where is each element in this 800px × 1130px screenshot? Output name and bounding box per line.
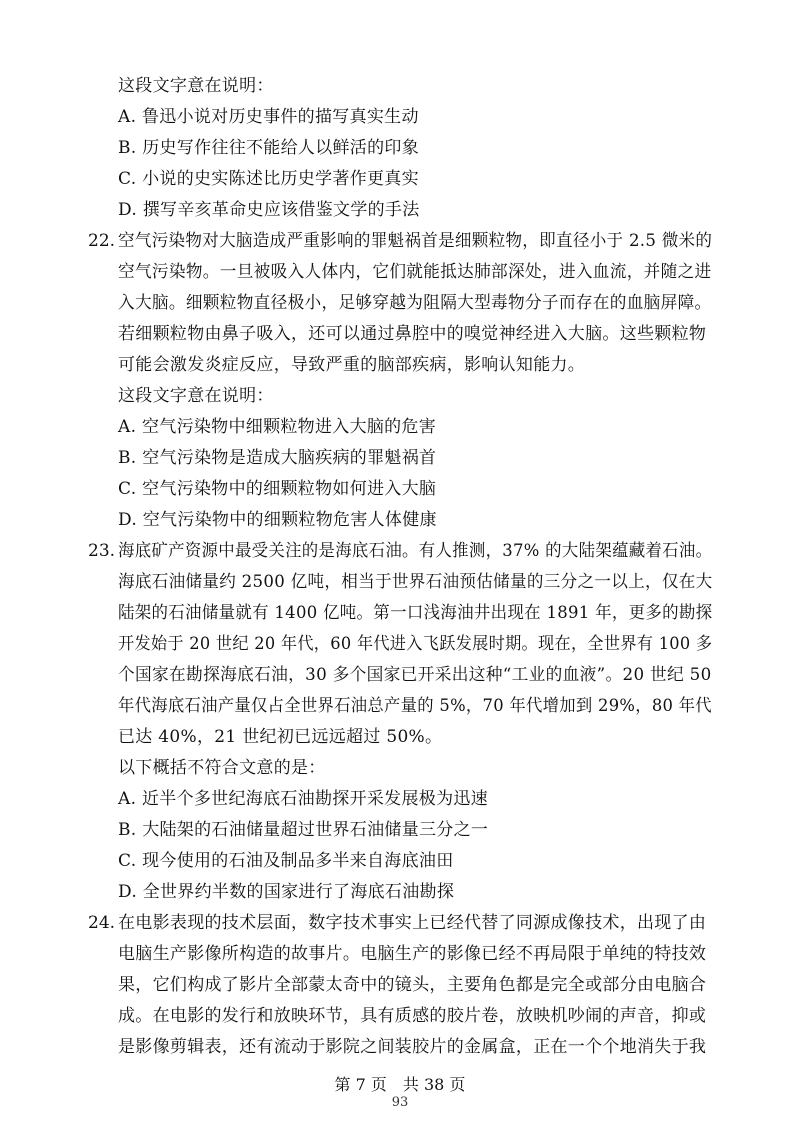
q22-stem: 这段文字意在说明：	[118, 386, 274, 406]
q23-text-line: 海底矿产资源中最受关注的是海底石油。有人推测，37% 的大陆架蕴藏着石油。	[118, 541, 713, 561]
q23-number: 23.	[88, 541, 116, 561]
q24-text-line: 电脑生产影像所构造的故事片。电脑生产的影像已经不再局限于单纯的特技效	[118, 944, 707, 964]
q22-option-b: B. 空气污染物是造成大脑疾病的罪魁祸首	[118, 448, 437, 468]
q22-option-d: D. 空气污染物中的细颗粒物危害人体健康	[118, 510, 437, 530]
q23-option-c: C. 现今使用的石油及制品多半来自海底油田	[118, 851, 454, 871]
q23-text-line: 海底石油储量约 2500 亿吨，相当于世界石油预估储量的三分之一以上，仅在大	[118, 572, 713, 592]
q22-text-line: 空气污染物对大脑造成严重影响的罪魁祸首是细颗粒物，即直径小于 2.5 微米的	[118, 231, 713, 251]
q22-option-c: C. 空气污染物中的细颗粒物如何进入大脑	[118, 479, 437, 499]
q21-option-d: D. 撰写辛亥革命史应该借鉴文学的手法	[118, 200, 420, 220]
q24-text-line: 果，它们构成了影片全部蒙太奇中的镜头，主要角色都是完全或部分由电脑合	[118, 975, 707, 995]
q21-option-a: A. 鲁迅小说对历史事件的描写真实生动	[118, 107, 419, 127]
q23-stem: 以下概括不符合文意的是：	[118, 758, 326, 778]
q22-text-line: 若细颗粒物由鼻子吸入，还可以通过鼻腔中的嗅觉神经进入大脑。这些颗粒物	[118, 324, 707, 344]
q22-option-a: A. 空气污染物中细颗粒物进入大脑的危害	[118, 417, 437, 437]
q24-text-line: 是影像剪辑表，还有流动于影院之间装胶片的金属盒，正在一个个地消失于我	[118, 1037, 707, 1057]
q24-text-line: 成。在电影的发行和放映环节，具有质感的胶片卷，放映机吵闹的声音，抑或	[118, 1006, 707, 1026]
q24-number: 24.	[88, 913, 116, 933]
q22-text-line: 可能会激发炎症反应，导致严重的脑部疾病，影响认知能力。	[118, 355, 586, 375]
q23-option-d: D. 全世界约半数的国家进行了海底石油勘探	[118, 882, 455, 902]
q21-option-b: B. 历史写作往往不能给人以鲜活的印象	[118, 138, 419, 158]
page-number: 93	[391, 1095, 409, 1110]
q23-option-b: B. 大陆架的石油储量超过世界石油储量三分之一	[118, 820, 489, 840]
q22-text-line: 空气污染物。一旦被吸入人体内，它们就能抵达肺部深处，进入血流，并随之进	[118, 262, 712, 282]
q23-text-line: 年代海底石油产量仅占全世界石油总产量的 5%，70 年代增加到 29%，80 年代	[118, 696, 712, 716]
q22-number: 22.	[88, 231, 116, 251]
q23-text-line: 陆架的石油储量就有 1400 亿吨。第一口浅海油井出现在 1891 年，更多的勘探	[118, 603, 713, 623]
page-label: 第 7 页 共 38 页	[334, 1075, 466, 1094]
q23-option-a: A. 近半个多世纪海底石油勘探开采发展极为迅速	[118, 789, 488, 809]
q23-text-line: 开发始于 20 世纪 20 年代，60 年代进入飞跃发展时期。现在，全世界有 100 多	[118, 634, 713, 654]
q23-text-line: 个国家在勘探海底石油，30 多个国家已开采出这种“工业的血液”。20 世纪 50	[118, 665, 712, 685]
q22-text-line: 入大脑。细颗粒物直径极小，足够穿越为阻隔大型毒物分子而存在的血脑屏障。	[118, 293, 712, 313]
q24-text-line: 在电影表现的技术层面，数字技术事实上已经代替了同源成像技术，出现了由	[118, 913, 707, 933]
q23-text-line: 已达 40%，21 世纪初已远远超过 50%。	[118, 727, 443, 747]
q21-stem: 这段文字意在说明：	[118, 76, 274, 96]
q21-option-c: C. 小说的史实陈述比历史学著作更真实	[118, 169, 419, 189]
